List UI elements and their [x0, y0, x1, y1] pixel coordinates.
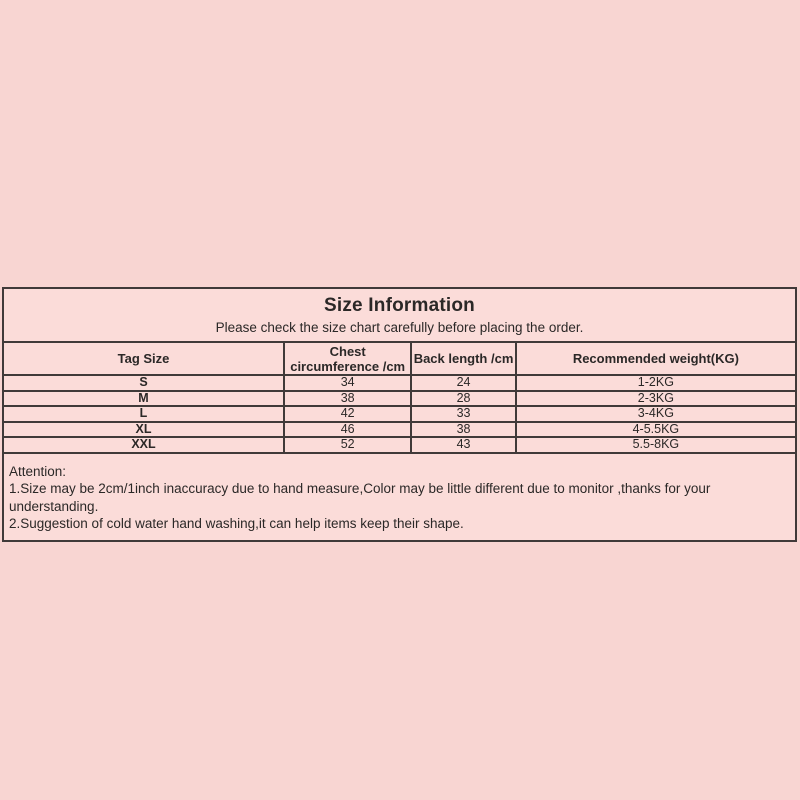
panel-subtitle: Please check the size chart carefully before placing the order. [215, 320, 584, 335]
cell-chest: 34 [284, 375, 411, 391]
column-header-chest: Chest circumference /cm [284, 343, 411, 375]
column-header-tag-size: Tag Size [4, 343, 284, 375]
cell-back: 33 [411, 406, 515, 422]
column-header-weight: Recommended weight(KG) [516, 343, 795, 375]
cell-chest: 38 [284, 391, 411, 407]
page-title: Size Information [324, 295, 475, 316]
table-row [4, 375, 795, 391]
table-header-row [4, 343, 795, 375]
attention-line: 2.Suggestion of cold water hand washing,it can help items keep their shape. [9, 516, 464, 531]
cell-weight: 2-3KG [516, 391, 795, 407]
cell-tag: XL [4, 422, 284, 438]
cell-chest: 42 [284, 406, 411, 422]
table-row [4, 406, 795, 422]
size-info-panel [2, 287, 797, 542]
table-row [4, 437, 795, 452]
cell-back: 38 [411, 422, 515, 438]
cell-chest: 52 [284, 437, 411, 452]
attention-heading: Attention: [9, 463, 67, 479]
cell-back: 43 [411, 437, 515, 452]
cell-tag: XXL [4, 437, 284, 452]
table-row [4, 391, 795, 407]
cell-chest: 46 [284, 422, 411, 438]
cell-back: 24 [411, 375, 515, 391]
cell-tag: L [4, 406, 284, 422]
size-table-wrapper [4, 343, 795, 454]
cell-back: 28 [411, 391, 515, 407]
attention-section [4, 454, 795, 540]
attention-line: 1.Size may be 2cm/1inch inaccuracy due to hand measure,Color may be little different due to monitor ,thanks for your understanding. [9, 481, 711, 514]
cell-weight: 4-5.5KG [516, 422, 795, 438]
cell-weight: 3-4KG [516, 406, 795, 422]
cell-tag: S [4, 375, 284, 391]
size-table [4, 343, 795, 452]
column-header-back-length: Back length /cm [411, 343, 515, 375]
table-row [4, 422, 795, 438]
panel-header [4, 289, 795, 343]
cell-tag: M [4, 391, 284, 407]
cell-weight: 5.5-8KG [516, 437, 795, 452]
cell-weight: 1-2KG [516, 375, 795, 391]
